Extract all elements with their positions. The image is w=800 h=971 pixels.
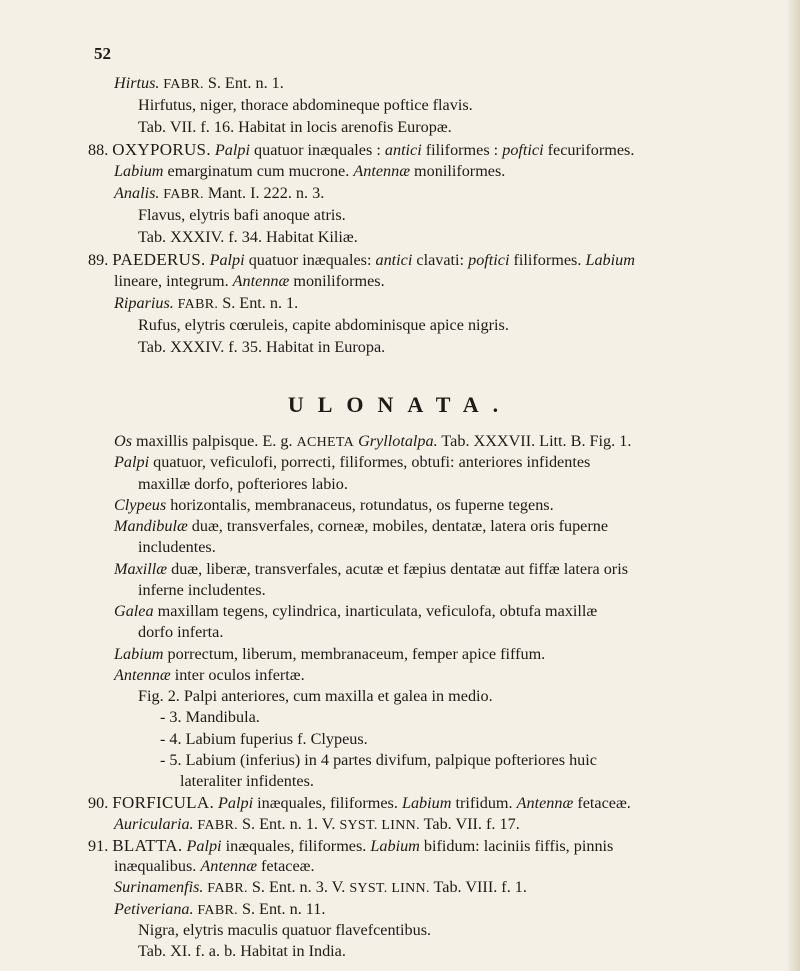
text-line: [88, 793, 631, 813]
text-run: quatuor, veficulofi, porrecti, filiformes, obtufi: anteriores infidentes: [149, 453, 591, 472]
italic-run: poftici: [468, 251, 510, 269]
text-run: quatuor inæquales:: [244, 251, 376, 269]
text-run: inferne includentes.: [138, 580, 266, 599]
text-run: duæ, transverfales, corneæ, mobiles, dentatæ, latera oris fuperne: [187, 517, 609, 535]
text-run: includentes.: [138, 538, 216, 557]
text-run: 90.: [88, 794, 113, 813]
text-run: dorfo inferta.: [138, 623, 224, 642]
text-run: Mant. I. 222. n. 3.: [203, 184, 325, 202]
genus-name: FORFICULA.: [112, 793, 214, 813]
italic-run: antici: [375, 251, 413, 269]
text-line: [160, 730, 368, 749]
text-line: [114, 517, 608, 536]
text-run: inter oculos infertæ.: [170, 665, 305, 684]
text-run: filiformes.: [509, 251, 586, 269]
genus-name: PAEDERUS.: [112, 250, 206, 269]
text-line: [138, 687, 493, 706]
italic-run: Labium: [585, 251, 635, 269]
text-run: 91.: [88, 836, 113, 855]
italic-run: Palpi: [114, 453, 150, 472]
text-line: [114, 560, 628, 579]
page-number: 52: [94, 44, 111, 63]
italic-run: Labium: [114, 162, 164, 180]
text-run: 88.: [88, 141, 113, 159]
text-run: clavati:: [412, 251, 469, 269]
text-run: Tab. XXXVII. Litt. B. Fig. 1.: [437, 432, 632, 450]
text-run: Tab. VII. f. 16. Habitat in locis arenofis Europæ.: [138, 118, 452, 136]
italic-run: Labium: [114, 644, 164, 663]
italic-run: Riparius.: [114, 294, 174, 312]
small-caps-run: ACHETA: [296, 435, 355, 450]
text-run: 89.: [88, 251, 113, 269]
text-run: maxillam tegens, cylindrica, inarticulata, veficulofa, obtufa maxillæ: [153, 602, 598, 620]
genus-name: OXYPORUS.: [112, 140, 211, 159]
text-line: [114, 645, 545, 664]
italic-run: antici: [384, 141, 422, 159]
text-line: [114, 900, 325, 919]
text-run: porrectum, liberum, membranaceum, femper apice fiffum.: [163, 644, 546, 663]
text-run: trifidum.: [451, 794, 517, 813]
small-caps-run: SYST. LINN.: [339, 817, 420, 833]
text-run: - 5. Labium (inferius) in 4 partes divifum, palpique pofteriores huic: [160, 750, 597, 769]
page-edge-shadow: [786, 0, 800, 971]
text-line: [138, 475, 348, 494]
italic-run: Mandibulæ: [114, 517, 188, 535]
text-line: [138, 316, 509, 335]
italic-run: Galea: [114, 602, 154, 620]
italic-run: Maxillæ: [114, 559, 168, 578]
small-caps-run: FABR.: [173, 297, 219, 312]
text-run: moniliformes.: [289, 272, 385, 290]
text-line: [114, 602, 597, 621]
text-run: Hirfutus, niger, thorace abdomineque poftice flavis.: [138, 96, 473, 114]
text-line: [138, 338, 385, 357]
text-run: Nigra, elytris maculis quatuor flavefcentibus.: [138, 920, 432, 939]
text-line: [114, 666, 305, 685]
italic-run: Palpi: [182, 836, 222, 855]
italic-run: Clypeus: [114, 495, 167, 514]
text-line-last: Tab. XI. f. a. b. Habitat in India.: [138, 942, 346, 960]
text-line: [138, 921, 431, 940]
text-run: S. Ent. n. 1.: [218, 294, 299, 312]
text-run: fetaceæ.: [573, 794, 631, 813]
text-line: [114, 432, 631, 451]
small-caps-run: FABR.: [203, 881, 248, 897]
text-line: [114, 815, 520, 834]
text-line: [180, 772, 314, 791]
text-line: [88, 250, 635, 270]
text-line: [138, 623, 223, 642]
text-run: duæ, liberæ, transverfales, acutæ et fæpius dentatæ aut fiffæ latera oris: [167, 559, 628, 578]
text-line: [138, 206, 346, 225]
text-run: Tab. VII. f. 17.: [419, 814, 520, 833]
text-run: filiformes :: [421, 141, 503, 159]
text-line: [138, 96, 473, 115]
italic-run: Hirtus.: [114, 74, 160, 92]
italic-run: Gryllotalpa.: [354, 432, 438, 450]
text-run: emarginatum cum mucrone.: [163, 162, 354, 180]
text-line: [114, 878, 527, 897]
small-caps-run: FABR.: [193, 902, 238, 918]
text-run: S. Ent. n. 1. V.: [237, 814, 340, 833]
italic-run: Auricularia.: [114, 814, 194, 833]
text-run: S. Ent. n. 1.: [203, 74, 284, 92]
text-run: inæqualibus.: [114, 857, 201, 875]
italic-run: Palpi: [210, 141, 250, 159]
small-caps-run: FABR.: [159, 187, 204, 202]
text-line: [114, 162, 505, 181]
text-line: [138, 581, 266, 600]
italic-run: Palpi: [205, 251, 245, 269]
text-run: Tab. XXXIV. f. 34. Habitat Kiliæ.: [138, 228, 358, 246]
text-line: [160, 751, 597, 770]
text-run: lateraliter infidentes.: [180, 772, 314, 790]
text-run: Tab. XXXIV. f. 35. Habitat in Europa.: [138, 338, 386, 356]
text-run: quatuor inæquales :: [250, 141, 385, 159]
text-run: inæquales, filiformes.: [221, 836, 371, 855]
text-line: [88, 140, 634, 160]
text-run: maxillis palpisque. E. g.: [132, 432, 297, 450]
text-line: [114, 74, 284, 93]
text-run: moniliformes.: [410, 162, 506, 180]
text-run: horizontalis, membranaceus, rotundatus, os fuperne tegens.: [166, 495, 554, 514]
text-run: Fig. 2. Palpi anteriores, cum maxilla et galea in medio.: [138, 687, 493, 705]
text-run: Rufus, elytris cœruleis, capite abdominisque apice nigris.: [138, 316, 509, 334]
text-line: [114, 184, 324, 203]
text-run: fetaceæ.: [257, 857, 315, 875]
text-run: Flavus, elytris bafi anoque atris.: [138, 206, 346, 224]
italic-run: Surinamenfis.: [114, 878, 204, 897]
italic-run: Antennæ: [353, 162, 410, 180]
text-line: [114, 857, 315, 876]
small-caps-run: SYST. LINN.: [349, 881, 430, 897]
italic-run: Labium: [370, 836, 420, 855]
text-run: fecuriformes.: [543, 141, 635, 159]
section-heading: ULONATA.: [287, 392, 513, 417]
text-run: inæquales, filiformes.: [253, 794, 402, 813]
italic-run: Analis.: [114, 184, 160, 202]
text-run: maxillæ dorfo, pofteriores labio.: [138, 474, 348, 493]
text-line: [114, 453, 590, 472]
text-run: bifidum: laciniis fiffis, pinnis: [419, 836, 614, 855]
italic-run: Antennæ: [200, 857, 257, 875]
text-run: S. Ent. n. 3. V.: [247, 878, 350, 897]
text-run: - 4. Labium fuperius f. Clypeus.: [160, 729, 368, 748]
text-line: [160, 708, 260, 727]
text-line: [114, 496, 554, 515]
italic-run: Os: [114, 432, 132, 450]
small-caps-run: FABR.: [159, 77, 204, 92]
text-run: Tab. VIII. f. 1.: [429, 878, 527, 897]
italic-run: Palpi: [214, 794, 254, 813]
italic-run: Antennæ: [232, 272, 290, 290]
italic-run: Antennæ: [114, 665, 171, 684]
text-run: lineare, integrum.: [114, 272, 233, 290]
text-line: [138, 228, 358, 247]
text-line: [138, 118, 452, 137]
italic-run: poftici: [502, 141, 544, 159]
text-run: S. Ent. n. 11.: [237, 899, 326, 918]
text-line: [88, 836, 613, 856]
text-line: [114, 272, 385, 291]
italic-run: Labium: [401, 794, 452, 813]
small-caps-run: FABR.: [193, 817, 238, 833]
italic-run: Antennæ: [516, 794, 574, 813]
text-line: [138, 538, 216, 557]
text-line: [114, 294, 298, 313]
genus-name: BLATTA.: [112, 835, 183, 855]
text-run: - 3. Mandibula.: [160, 708, 260, 727]
italic-run: Petiveriana.: [114, 899, 194, 918]
